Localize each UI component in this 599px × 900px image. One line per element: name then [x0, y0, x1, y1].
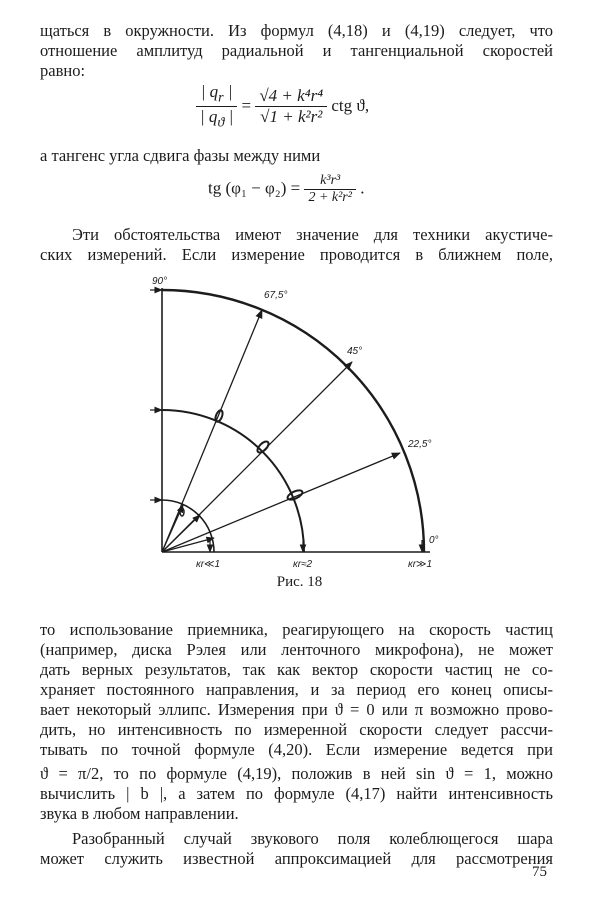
text-line: Эти обстоятельства имеют значение для техники акустиче-: [72, 225, 553, 244]
text-line: дать верных результатов, так как вектор скорости частиц не со-: [40, 660, 553, 679]
ray-22-5: [162, 453, 400, 552]
page-number: 75: [532, 864, 547, 880]
angle-label-0: 0°: [429, 535, 439, 546]
angle-label-90: 90°: [152, 276, 168, 287]
ray-67-5: [162, 310, 262, 552]
kr-label-two: кr≈2: [293, 559, 313, 570]
rhs-fraction: $\frac{\text{k³r³}}{\text{2 + k²r²}}$: [304, 173, 356, 206]
text-line: отношение амплитуд радиальной и тангенциальной скоростей: [40, 41, 553, 60]
equals-sign: =: [241, 95, 252, 115]
text-line: Разобранный случай звукового поля колеблющегося шара: [72, 829, 553, 848]
text-line: дить, но интенсивность по измеренной скорости следует рассчи-: [40, 720, 553, 739]
text-line: щаться в окружности. Из формул (4,18) и (4,19) следует, что: [40, 21, 553, 40]
text-line: может служить известной аппроксимацией для рассмотрения: [40, 849, 553, 868]
text-line: храняет постоянного направления, и за период его конец описы-: [40, 680, 553, 699]
formula-lhs: tg (φ₁ − φ₂) =: [208, 178, 301, 198]
ellipse-45: [256, 440, 271, 455]
angle-label-45: 45°: [347, 346, 363, 357]
kr-label-small: кr≪1: [196, 559, 221, 570]
formula-tail: .: [360, 178, 365, 198]
text-line: звука в любом направлении.: [40, 804, 239, 823]
ellipse-small: [180, 508, 184, 516]
rhs-fraction: $\frac{\text{√4 + k⁴r⁴}}{\text{√1 + k²r²}}$: [255, 86, 327, 127]
text-line: то использование приемника, реагирующего на скорость частиц: [40, 620, 553, 639]
text-line: тывать по точной формуле (4,20). Если измерение ведется при: [40, 740, 553, 759]
formula-tail: ctg ϑ,: [331, 95, 370, 115]
text-line: вает некоторый эллипс. Измерения при ϑ = 0 или π возможно прово-: [40, 700, 553, 719]
angle-label-67-5: 67,5°: [264, 290, 288, 301]
text-line: а тангенс угла сдвига фазы между ними: [40, 146, 321, 165]
text-line: вычислить | b |, а затем по формуле (4,17) найти интенсивность: [40, 784, 553, 803]
figure-caption: Рис. 18: [276, 574, 323, 590]
text-line: ϑ = π/2, то по формуле (4,19), положив в ней sin ϑ = 1, можно: [40, 764, 553, 783]
text-line: (например, диска Рэлея или ленточного микрофона), не может: [40, 640, 553, 659]
text-line: равно:: [40, 61, 86, 80]
text-line: ских измерений. Если измерение проводится в ближнем поле,: [40, 245, 553, 264]
lhs-fraction: $\frac{| q_r |}{| q_ϑ |}$: [196, 82, 237, 132]
ellipse-67-5: [214, 409, 224, 422]
angle-label-22-5: 22,5°: [408, 439, 432, 450]
kr-label-large: кr≫1: [408, 559, 433, 570]
